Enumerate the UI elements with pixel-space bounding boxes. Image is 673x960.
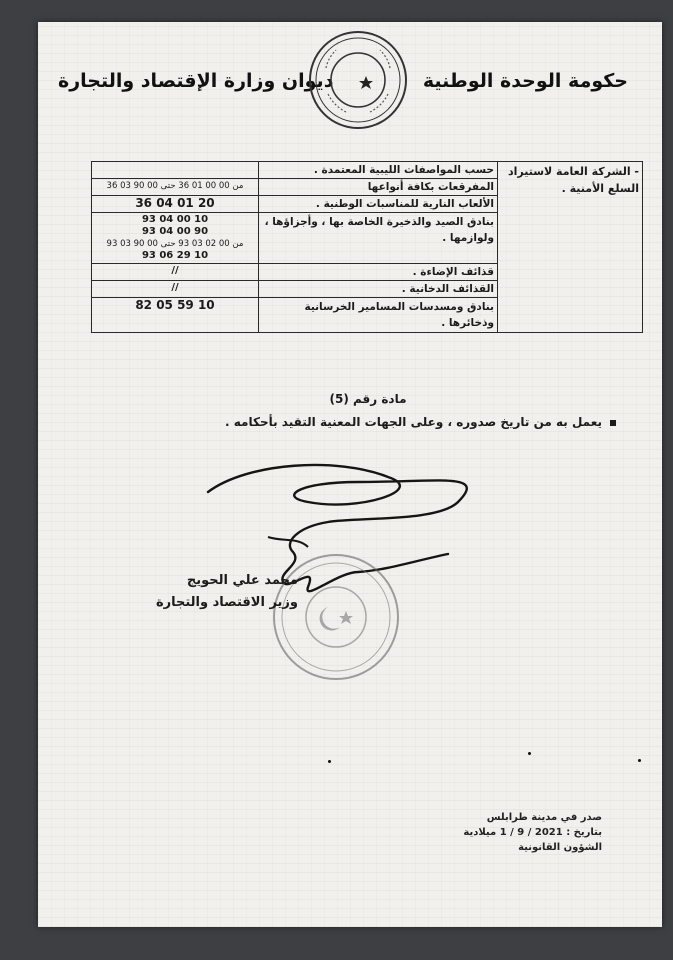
emblem-seal-icon bbox=[306, 28, 410, 132]
issue-date: بتاريخ : 2021 / 9 / 1 ميلادية bbox=[463, 827, 602, 838]
speck bbox=[638, 759, 641, 762]
speck bbox=[528, 752, 531, 755]
code-cell: 36 04 01 20 bbox=[92, 196, 259, 213]
government-title: حكومة الوحدة الوطنية bbox=[422, 70, 628, 92]
entity-cell: - الشركة العامة لاستيراد السلع الأمنية . bbox=[498, 162, 643, 333]
goods-cell: الألعاب النارية للمناسبات الوطنية . bbox=[259, 196, 498, 213]
code-line: 93 06 29 10 bbox=[141, 250, 209, 261]
code-line: 93 04 00 90 bbox=[141, 226, 209, 237]
issue-footer bbox=[382, 810, 602, 855]
goods-cell: بنادق ومسدسات المسامير الخرسانية وذخائرها . bbox=[259, 298, 498, 333]
goods-cell: قذائف الإضاءة . bbox=[259, 264, 498, 281]
code-line: من 00 02 03 93 حتى 00 90 03 93 bbox=[106, 239, 244, 249]
code-cell: من 00 00 01 36 حتى 00 90 03 36 bbox=[92, 179, 259, 196]
code-line: 93 04 00 10 bbox=[141, 214, 209, 225]
document-page bbox=[38, 22, 662, 927]
article-title: مادة رقم (5) bbox=[329, 392, 407, 406]
goods-cell: المفرقعات بكافة أنواعها bbox=[259, 179, 498, 196]
code-cell: // bbox=[92, 281, 259, 298]
issue-reference: الشؤون القانونية bbox=[518, 842, 602, 853]
table-row bbox=[92, 162, 643, 179]
code-cell: // bbox=[92, 264, 259, 281]
code-cell: 82 05 59 10 bbox=[92, 298, 259, 333]
speck bbox=[328, 760, 331, 763]
signatory-block bbox=[108, 570, 298, 614]
article-text bbox=[225, 415, 616, 429]
issue-place: صدر في مدينة طرابلس bbox=[486, 812, 602, 823]
official-stamp-icon bbox=[266, 547, 406, 687]
code-cell bbox=[92, 213, 259, 264]
signatory-name: محمد علي الحويج bbox=[186, 573, 298, 588]
code-cell bbox=[92, 162, 259, 179]
signatory-title: وزير الاقتصاد والتجارة bbox=[155, 595, 298, 610]
import-goods-table bbox=[91, 161, 643, 333]
bullet-icon bbox=[610, 420, 616, 426]
goods-cell: حسب المواصفات الليبية المعتمدة . bbox=[259, 162, 498, 179]
ministry-title: ديوان وزارة الإقتصاد والتجارة bbox=[58, 70, 334, 92]
goods-cell: بنادق الصيد والذخيرة الخاصة بها ، وأجزاؤها ، ولوازمها . bbox=[259, 213, 498, 264]
article-body: يعمل به من تاريخ صدوره ، وعلى الجهات المعنية التقيد بأحكامه . bbox=[225, 415, 602, 429]
goods-cell: القذائف الدخانية . bbox=[259, 281, 498, 298]
